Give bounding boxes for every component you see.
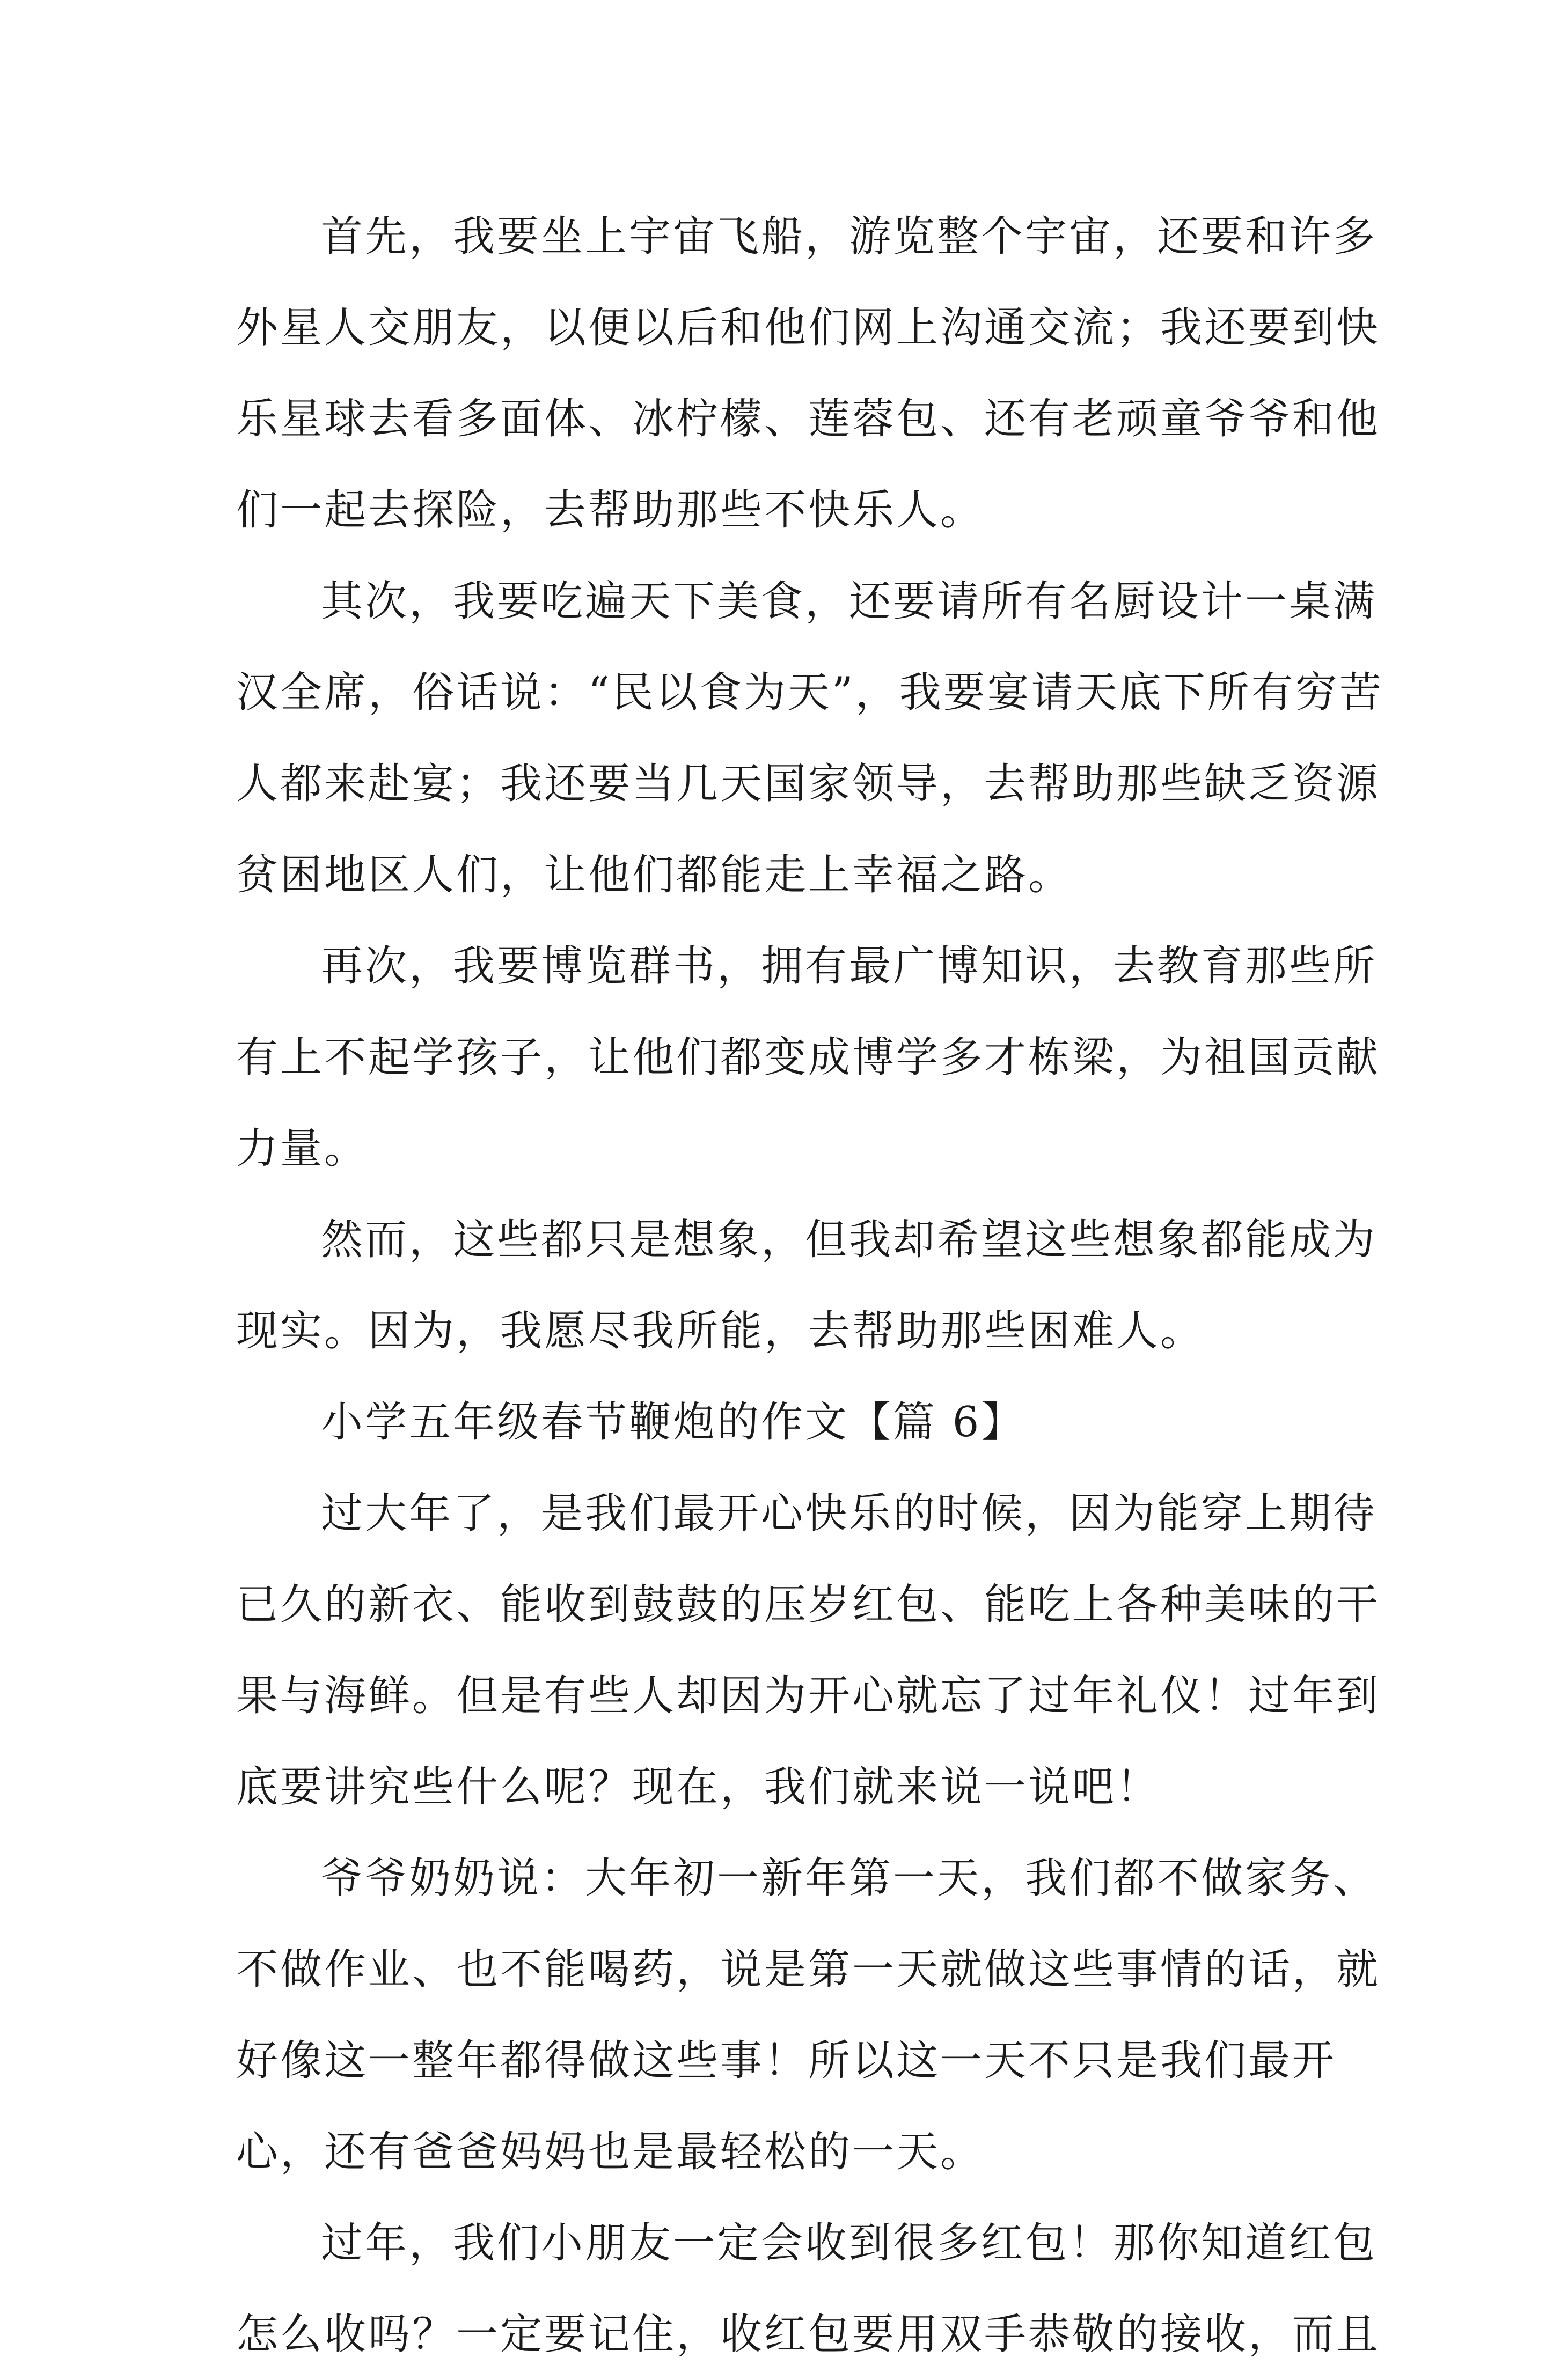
- text-line: 首先，我要坐上宇宙飞船，游览整个宇宙，还要和许多: [321, 212, 1378, 261]
- text-line: 过大年了，是我们最开心快乐的时候，因为能穿上期待: [321, 1489, 1378, 1538]
- text-line: 力量。: [236, 1125, 369, 1173]
- text-line: 已久的新衣、能收到鼓鼓的压岁红包、能吃上各种美味的干: [236, 1581, 1381, 1629]
- text-line: 贫困地区人们，让他们都能走上幸福之路。: [236, 851, 1073, 899]
- text-line: 乐星球去看多面体、冰柠檬、莲蓉包、还有老顽童爷爷和他: [236, 395, 1381, 443]
- text-line: 不做作业、也不能喝药，说是第一天就做这些事情的话，就: [236, 1945, 1381, 1994]
- text-line: 汉全席，俗话说：“民以食为天”，我要宴请天底下所有穷苦: [236, 669, 1383, 717]
- text-line: 现实。因为，我愿尽我所能，去帮助那些困难人。: [236, 1307, 1205, 1355]
- text-line: 们一起去探险，去帮助那些不快乐人。: [236, 486, 985, 534]
- text-line: 外星人交朋友，以便以后和他们网上沟通交流；我还要到快: [236, 304, 1381, 352]
- text-line: 心，还有爸爸妈妈也是最轻松的一天。: [236, 2128, 985, 2176]
- text-line: 果与海鲜。但是有些人却因为开心就忘了过年礼仪！过年到: [236, 1672, 1381, 1720]
- text-line: 然而，这些都只是想象，但我却希望这些想象都能成为: [321, 1216, 1378, 1264]
- document-body: [236, 191, 1383, 2380]
- text-line: 过年，我们小朋友一定会收到很多红包！那你知道红包: [321, 2219, 1378, 2267]
- text-line: 怎么收吗？一定要记住，收红包要用双手恭敬的接收，而且: [236, 2310, 1381, 2359]
- text-line: 再次，我要博览群书，拥有最广博知识，去教育那些所: [321, 942, 1378, 990]
- text-line: 小学五年级春节鞭炮的作文【篇 6】: [321, 1398, 1025, 1446]
- text-line: 爷爷奶奶说：大年初一新年第一天，我们都不做家务、: [321, 1854, 1378, 1902]
- text-line: 有上不起学孩子，让他们都变成博学多才栋梁，为祖国贡献: [236, 1033, 1381, 1082]
- text-line: 好像这一整年都得做这些事！所以这一天不只是我们最开: [236, 2037, 1337, 2085]
- text-line: 人都来赴宴；我还要当几天国家领导，去帮助那些缺乏资源: [236, 760, 1381, 808]
- text-line: 底要讲究些什么呢？现在，我们就来说一说吧！: [236, 1763, 1161, 1811]
- text-line: 其次，我要吃遍天下美食，还要请所有名厨设计一桌满: [321, 577, 1378, 626]
